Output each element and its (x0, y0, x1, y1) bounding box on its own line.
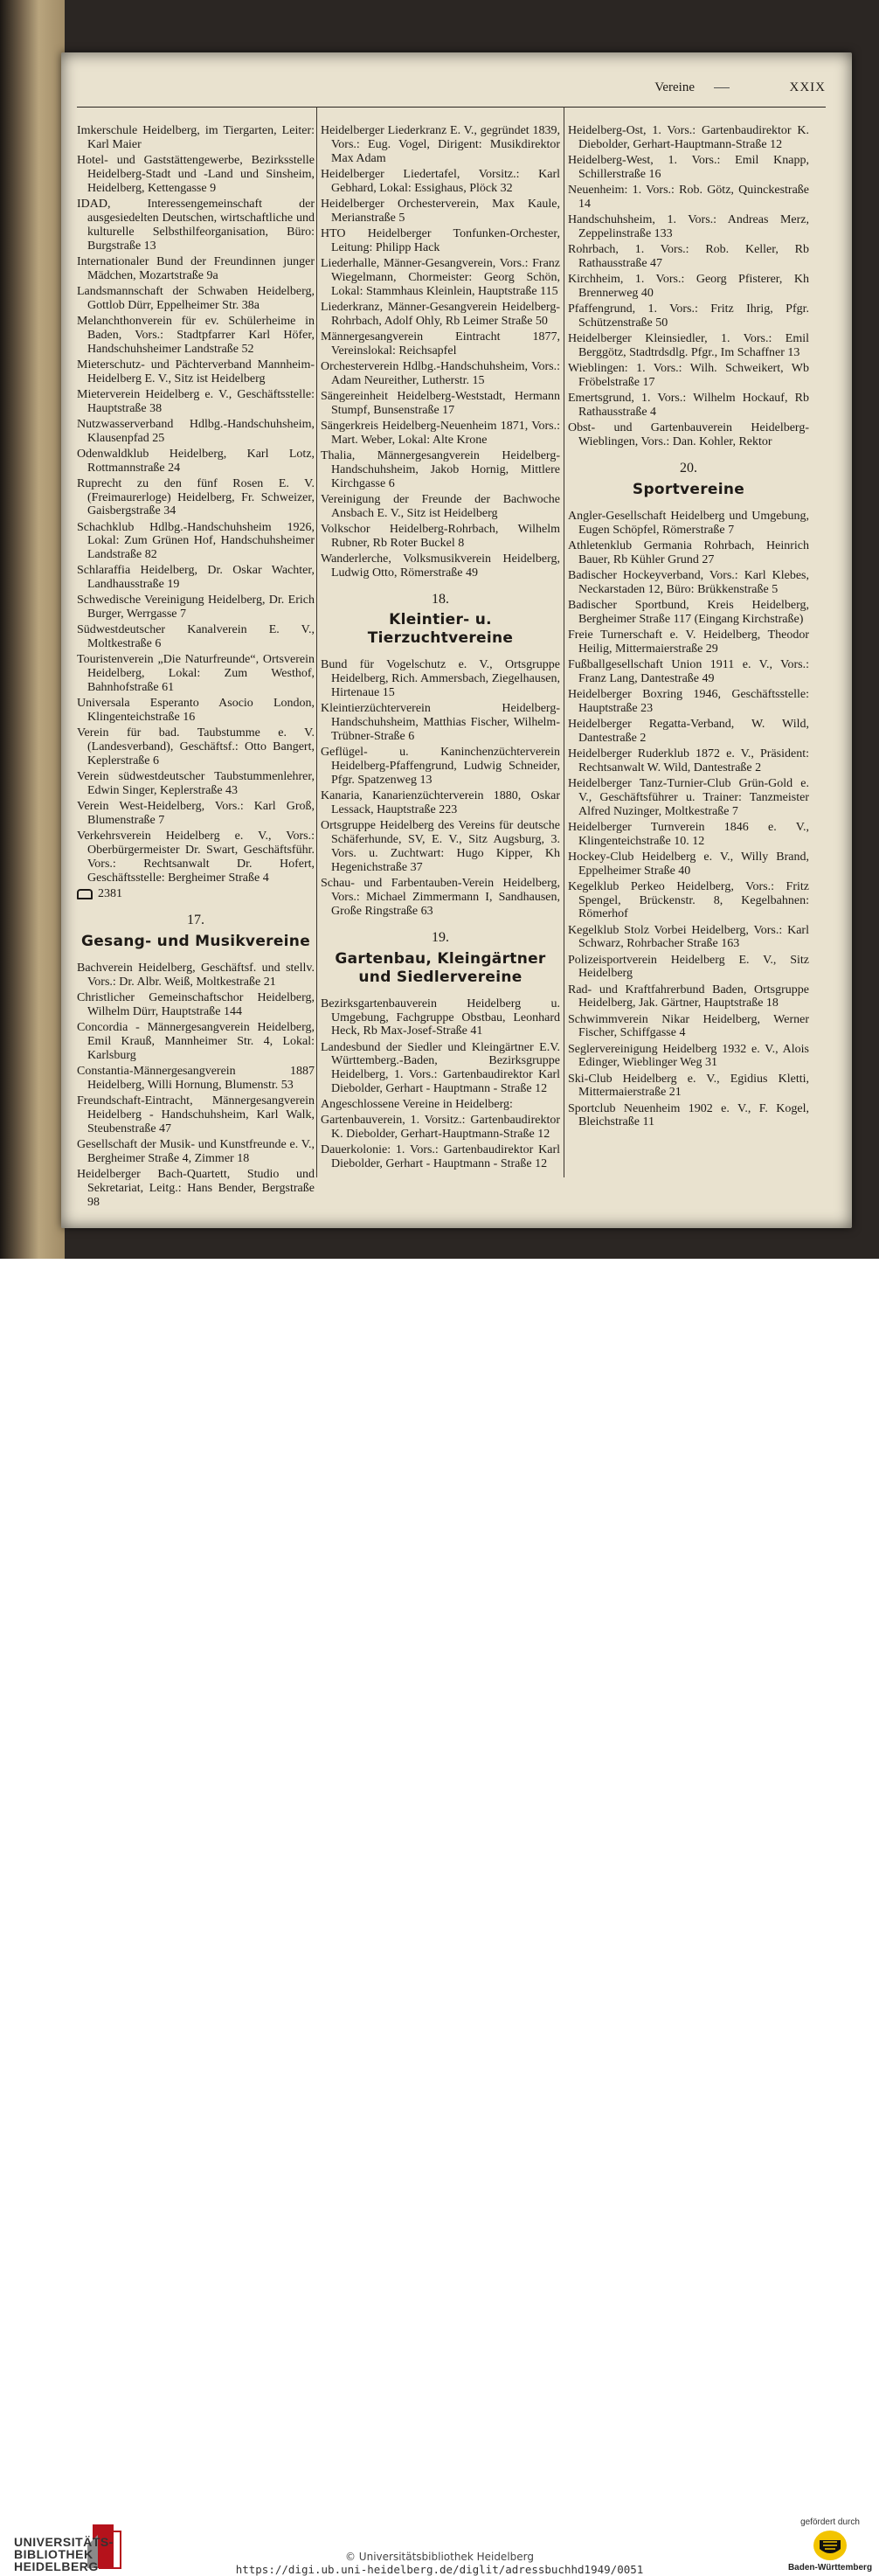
directory-entry: Schachklub Hdlbg.-Handschuhsheim 1926, Lokal: Zum Grünen Hof, Handschuhsheimer Landstraße 82 (77, 520, 315, 562)
section-title: Gartenbau, Kleingärtner und Siedlervereine (335, 949, 546, 986)
directory-entry: Universala Esperanto Asocio London, Klingenteichstraße 16 (77, 697, 315, 725)
directory-entry: Männergesangverein Eintracht 1877, Vereinslokal: Reichsapfel (321, 330, 560, 358)
directory-entry: Sportclub Neuenheim 1902 e. V., F. Kogel, Bleichstraße 11 (568, 1101, 809, 1129)
directory-entry: Wanderlerche, Volksmusikverein Heidelberg, Ludwig Otto, Römerstraße 49 (321, 552, 560, 580)
directory-entry: Schwimmverein Nikar Heidelberg, Werner Fischer, Schiffgasse 4 (568, 1012, 809, 1040)
directory-entry: Liederkranz, Männer-Gesangverein Heidelberg-Rohrbach, Adolf Ohly, Rb Leimer Straße 50 (321, 300, 560, 328)
directory-entry: Ski-Club Heidelberg e. V., Egidius Kletti, Mittermaierstraße 21 (568, 1072, 809, 1100)
directory-entry: Gartenbauverein, 1. Vorsitz.: Gartenbaudirektor K. Diebolder, Gerhart-Hauptmann-Straße 12 (321, 1114, 560, 1142)
directory-entry: Geflügel- u. Kaninchenzüchterverein Heidelberg-Pfaffengrund, Ludwig Schneider, Pfgr. Spatzenweg 13 (321, 746, 560, 788)
directory-entry: Internationaler Bund der Freundinnen junger Mädchen, Mozartstraße 9a (77, 254, 315, 282)
directory-entry: Heidelberger Turnverein 1846 e. V., Klingenteichstraße 10. 12 (568, 820, 809, 848)
directory-entry: Heidelberger Liedertafel, Vorsitz.: Karl Gebhard, Lokal: Essighaus, Plöck 32 (321, 167, 560, 195)
directory-entry: Verkehrsverein Heidelberg e. V., Vors.: Oberbürgermeister Dr. Swart, Geschäftsführ. Vors.: Rechtsanwalt Dr. Hofert, Geschäftsstelle: Bergheimer Straße 4 (77, 830, 315, 885)
column-3 (568, 124, 809, 1132)
column-2 (321, 124, 560, 1173)
funder-name: Baden-Württemberg (787, 2563, 873, 2573)
directory-entry: Freundschaft-Eintracht, Männergesangverein Heidelberg - Handschuhsheim, Karl Walk, Steubenstraße 47 (77, 1094, 315, 1135)
section-number: 17. (187, 912, 204, 927)
logo-line-3: HEIDELBERG (14, 2559, 99, 2573)
directory-entry: HTO Heidelberger Tonfunken-Orchester, Leitung: Philipp Hack (321, 226, 560, 254)
directory-entry: Dauerkolonie: 1. Vors.: Gartenbaudirektor Karl Diebolder, Gerhart - Hauptmann - Straße 12 (321, 1143, 560, 1171)
viewer-footer (0, 1259, 879, 2576)
directory-entry: Kegelklub Stolz Vorbei Heidelberg, Vors.: Karl Schwarz, Rohrbacher Straße 163 (568, 923, 809, 951)
col2-entries-a (321, 124, 560, 580)
directory-entry: Schwedische Vereinigung Heidelberg, Dr. Erich Burger, Werrgasse 7 (77, 594, 315, 621)
directory-entry: Kegelklub Perkeo Heidelberg, Vors.: Fritz Spengel, Brückenstr. 8, Kegelbahnen: Römerhof (568, 879, 809, 921)
directory-entry: Rohrbach, 1. Vors.: Rob. Keller, Rb Rathausstraße 47 (568, 243, 809, 270)
col2-entries-c (321, 997, 560, 1172)
directory-entry: Seglervereinigung Heidelberg 1932 e. V., Alois Edinger, Wieblinger Weg 31 (568, 1042, 809, 1070)
directory-entry: Angler-Gesellschaft Heidelberg und Umgebung, Eugen Schöpfel, Römerstraße 7 (568, 509, 809, 537)
directory-entry: Athletenklub Germania Rohrbach, Heinrich Bauer, Rb Kühler Grund 27 (568, 538, 809, 566)
scan-viewport (0, 0, 879, 1259)
directory-entry: Thalia, Männergesangverein Heidelberg-Handschuhsheim, Jakob Hornig, Mittlere Kirchgasse 6 (321, 448, 560, 490)
section-number: 19. (432, 929, 449, 945)
directory-entry: Heidelberger Ruderklub 1872 e. V., Präsident: Rechtsanwalt W. Wild, Dantestraße 2 (568, 746, 809, 774)
col2-entries-b (321, 658, 560, 918)
directory-entry: Christlicher Gemeinschaftschor Heidelberg, Wilhelm Dürr, Hauptstraße 144 (77, 990, 315, 1018)
directory-entry: Heidelberger Tanz-Turnier-Club Grün-Gold e. V., Geschäftsführer u. Trainer: Tanzmeister Alfred Nuzinger, Moltkestraße 7 (568, 776, 809, 818)
directory-entry: Südwestdeutscher Kanalverein E. V., Moltkestraße 6 (77, 623, 315, 651)
directory-entry: Heidelberger Boxring 1946, Geschäftsstelle: Hauptstraße 23 (568, 687, 809, 715)
directory-entry: Neuenheim: 1. Vors.: Rob. Götz, Quinckestraße 14 (568, 184, 809, 211)
section-title: Kleintier- u. Tierzuchtvereine (367, 611, 514, 648)
directory-entry: Hockey-Club Heidelberg e. V., Willy Brand, Eppelheimer Straße 40 (568, 850, 809, 878)
header-page-number: XXIX (789, 80, 826, 94)
directory-entry: Kirchheim, 1. Vors.: Georg Pfisterer, Kh Brennerweg 40 (568, 273, 809, 300)
directory-entry: Bezirksgartenbauverein Heidelberg u. Umgebung, Fachgruppe Obstbau, Leonhard Heck, Rb Max-Josef-Straße 41 (321, 996, 560, 1038)
phone-number: 2381 (98, 887, 122, 901)
directory-entry: Orchesterverein Hdlbg.-Handschuhsheim, Vors.: Adam Neureither, Lutherstr. 15 (321, 359, 560, 387)
section-17-heading (77, 913, 315, 951)
directory-entry: Imkerschule Heidelberg, im Tiergarten, Leiter: Karl Maier (77, 124, 315, 151)
directory-entry: Nutzwasserverband Hdlbg.-Handschuhsheim, Klausenpfad 25 (77, 417, 315, 445)
directory-entry: Melanchthonverein für ev. Schülerheime in Baden, Vors.: Stadtpfarrer Karl Höfer, Handschuhsheimer Landstraße 52 (77, 314, 315, 356)
section-20-heading (568, 462, 809, 499)
previous-page-edge (0, 0, 65, 1259)
funder-block (786, 2516, 874, 2575)
directory-entry: Verein für bad. Taubstumme e. V. (Landesverband), Geschäftsf.: Otto Bangert, Keplerstraße 6 (77, 726, 315, 768)
permalink-url[interactable]: https://digi.ub.uni-heidelberg.de/diglit/adressbuchhd1949/0051 (235, 2563, 644, 2576)
directory-entry: Landesbund der Siedler und Kleingärtner E.V. Württemberg.-Baden, Bezirksgruppe Heidelberg, 1. Vors.: Gartenbaudirektor Karl Diebolder, Gerhart - Hauptmann - Straße 12 (321, 1040, 560, 1096)
directory-entry: Polizeisportverein Heidelberg E. V., Sitz Heidelberg (568, 953, 809, 981)
directory-entry: Verein südwestdeutscher Taubstummenlehrer, Edwin Singer, Keplerstraße 43 (77, 770, 315, 798)
directory-entry: Handschuhsheim, 1. Vors.: Andreas Merz, Zeppelinstraße 133 (568, 213, 809, 240)
directory-entry: Bachverein Heidelberg, Geschäftsf. und stellv. Vors.: Dr. Albr. Weiß, Moltkestraße 21 (77, 961, 315, 989)
directory-entry: Ruprecht zu den fünf Rosen E. V. (Freimaurerloge) Heidelberg, Fr. Schweizer, Gaisbergstraße 34 (77, 476, 315, 518)
header-section-title: Vereine (654, 80, 695, 94)
directory-entry: Sängerkreis Heidelberg-Neuenheim 1871, Vors.: Mart. Weber, Lokal: Alte Krone (321, 419, 560, 447)
directory-entry: Hotel- und Gaststättengewerbe, Bezirksstelle Heidelberg-Stadt und -Land und Sinsheim, Heidelberg, Kettengasse 9 (77, 154, 315, 195)
directory-entry: Constantia-Männergesangverein 1887 Heidelberg, Willi Hornung, Blumenstr. 53 (77, 1064, 315, 1092)
directory-entry: Kanaria, Kanarienzüchterverein 1880, Oskar Lessack, Hauptstraße 223 (321, 789, 560, 817)
directory-entry: Kleintierzüchterverein Heidelberg-Handschuhsheim, Matthias Fischer, Wilhelm-Trübner-Straße 6 (321, 702, 560, 744)
directory-entry: Concordia - Männergesangverein Heidelberg, Emil Krauß, Mannheimer Str. 4, Lokal: Karlsburg (77, 1020, 315, 1062)
section-19-heading (321, 931, 560, 987)
directory-entry: Bund für Vogelschutz e. V., Ortsgruppe Heidelberg, Rich. Ammersbach, Ziegelhausen, Hirtenaue 15 (321, 658, 560, 700)
directory-entry: Heidelberger Kleinsiedler, 1. Vors.: Emil Berggötz, Stadtrdsdlg. Pfgr., Im Schaffner 13 (568, 332, 809, 359)
directory-entry: Schau- und Farbentauben-Verein Heidelberg, Vors.: Michael Zimmermann I, Sandhausen, Große Ringstraße 63 (321, 876, 560, 918)
directory-entry: Freie Turnerschaft e. V. Heidelberg, Theodor Heilig, Mittermaierstraße 29 (568, 628, 809, 656)
section-number: 18. (432, 591, 449, 607)
directory-entry: Rad- und Kraftfahrerbund Baden, Ortsgruppe Heidelberg, Jak. Gärtner, Hauptstraße 18 (568, 982, 809, 1010)
directory-entry: Wieblingen: 1. Vors.: Wilh. Schweikert, Wb Fröbelstraße 17 (568, 362, 809, 389)
column-rule-1 (316, 107, 317, 1177)
directory-entry: Odenwaldklub Heidelberg, Karl Lotz, Rottmannstraße 24 (77, 447, 315, 475)
col3-entries-a (568, 124, 809, 449)
directory-entry: Sängereinheit Heidelberg-Weststadt, Hermann Stumpf, Bunsenstraße 17 (321, 389, 560, 417)
book-page (61, 52, 852, 1228)
directory-entry: Heidelberger Orchesterverein, Max Kaule, Merianstraße 5 (321, 197, 560, 225)
directory-entry: Mieterverein Heidelberg e. V., Geschäftsstelle: Hauptstraße 38 (77, 387, 315, 415)
logo-line-2: BIBLIOTHEK (14, 2547, 93, 2561)
directory-entry: Mieterschutz- und Pächterverband Mannheim-Heidelberg E. V., Sitz ist Heidelberg (77, 358, 315, 385)
directory-entry: Verein West-Heidelberg, Vors.: Karl Groß, Blumenstraße 7 (77, 800, 315, 828)
directory-entry: Heidelberg-Ost, 1. Vors.: Gartenbaudirektor K. Diebolder, Gerhart-Hauptmann-Straße 12 (568, 124, 809, 151)
phone-line (77, 887, 315, 901)
directory-entry: Fußballgesellschaft Union 1911 e. V., Vors.: Franz Lang, Dantestraße 49 (568, 657, 809, 685)
directory-entry: Volkschor Heidelberg-Rohrbach, Wilhelm Rubner, Rb Roter Buckel 8 (321, 522, 560, 550)
directory-entry: IDAD, Interessengemeinschaft der ausgesiedelten Deutschen, wirtschaftliche und kulturelle Selbsthilfeorganisation, Büro: Burgstraße 13 (77, 197, 315, 253)
directory-entry: Gesellschaft der Musik- und Kunstfreunde e. V., Bergheimer Straße 4, Zimmer 18 (77, 1137, 315, 1165)
section-number: 20. (680, 460, 697, 476)
directory-entry: Heidelberger Bach-Quartett, Studio und Sekretariat, Leitg.: Hans Bender, Bergstraße 98 (77, 1167, 315, 1209)
directory-entry: Pfaffengrund, 1. Vors.: Fritz Ihrig, Pfgr. Schützenstraße 50 (568, 302, 809, 330)
col1-entries-a (77, 124, 315, 885)
directory-entry: Angeschlossene Vereine in Heidelberg: (321, 1098, 513, 1112)
directory-entry: Touristenverein „Die Naturfreunde“, Ortsverein Heidelberg, Lokal: Zum Westhof, Bahnhofstraße 61 (77, 653, 315, 695)
directory-entry: Badischer Sportbund, Kreis Heidelberg, Bergheimer Straße 117 (Eingang Kirchstraße) (568, 598, 809, 626)
section-title: Sportvereine (632, 480, 745, 498)
directory-entry: Ortsgruppe Heidelberg des Vereins für deutsche Schäferhunde, SV, E. V., Sitz Augsburg, 3. Vors. u. Zuchtwart: Hugo Kipper, Kh Hegenichstraße 37 (321, 819, 560, 874)
directory-entry: Landsmannschaft der Schwaben Heidelberg, Gottlob Dürr, Eppelheimer Str. 38a (77, 284, 315, 312)
funded-by-label: gefördert durch (800, 2517, 860, 2527)
telephone-icon (77, 889, 93, 899)
section-title: Gesang- und Musikvereine (80, 932, 311, 950)
directory-entry: Emertsgrund, 1. Vors.: Wilhelm Hockauf, Rb Rathausstraße 4 (568, 392, 809, 419)
directory-entry: Vereinigung der Freunde der Bachwoche Ansbach E. V., Sitz ist Heidelberg (321, 492, 560, 520)
directory-entry: Schlaraffia Heidelberg, Dr. Oskar Wachter, Landhausstraße 19 (77, 564, 315, 592)
logo-line-1: UNIVERSITÄTS- (14, 2535, 114, 2549)
header-dash (714, 87, 730, 88)
col3-entries-b (568, 510, 809, 1130)
column-1 (77, 124, 315, 1212)
baden-wuerttemberg-crest-icon (813, 2530, 848, 2561)
directory-entry: Heidelberger Regatta-Verband, W. Wild, Dantestraße 2 (568, 717, 809, 745)
directory-entry: Heidelberger Liederkranz E. V., gegründet 1839, Vors.: Eug. Vogel, Dirigent: Musikdirektor Max Adam (321, 124, 560, 165)
directory-entry: Badischer Hockeyverband, Vors.: Karl Klebes, Neckarstaden 12, Büro: Brükkenstraße 5 (568, 568, 809, 596)
directory-entry: Obst- und Gartenbauverein Heidelberg-Wieblingen, Vors.: Dan. Kohler, Rektor (568, 421, 809, 448)
directory-entry: Liederhalle, Männer-Gesangverein, Vors.: Franz Wiegelmann, Chormeister: Georg Schön, Lokal: Stammhaus Kleinlein, Hauptstraße 115 (321, 256, 560, 298)
copyright-notice: © Universitätsbibliothek Heidelberg (344, 2551, 534, 2563)
directory-entry: Heidelberg-West, 1. Vors.: Emil Knapp, Schillerstraße 16 (568, 154, 809, 181)
col1-entries-b (77, 962, 315, 1210)
section-18-heading (321, 593, 560, 649)
page-header (77, 80, 826, 108)
